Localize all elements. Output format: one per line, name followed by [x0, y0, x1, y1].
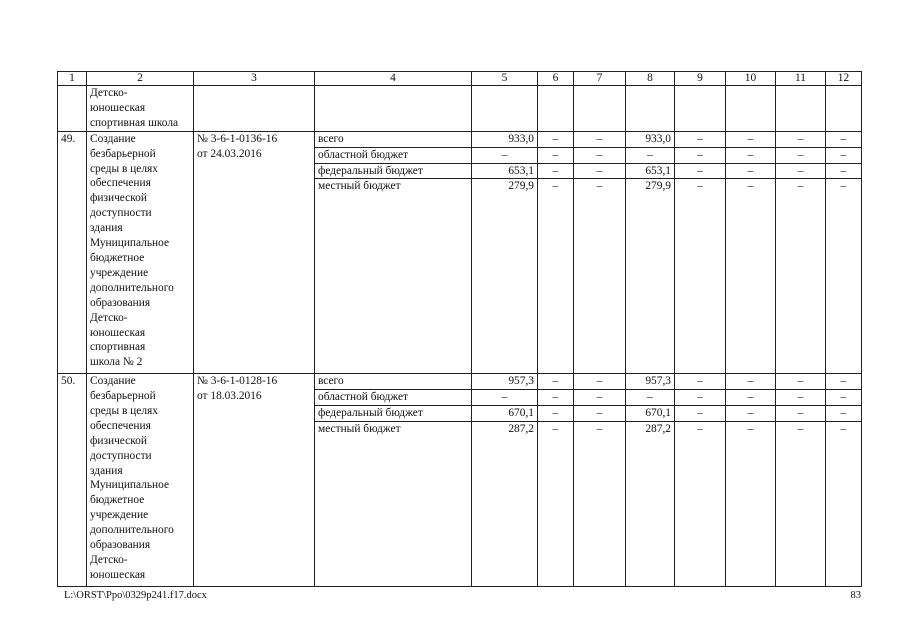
col-header-5: 5: [472, 72, 538, 86]
value-cell-col-8: 287,2: [626, 421, 675, 586]
name-line: безбарьерной: [90, 390, 156, 403]
value-cell-col-12: –: [826, 147, 862, 163]
name-line: учреждение: [90, 509, 149, 522]
value-cell-col-5: 653,1: [472, 163, 538, 179]
value-cell-col-5: 670,1: [472, 405, 538, 421]
value-cell-col-12: –: [826, 421, 862, 586]
value-cell-col-7: –: [574, 163, 626, 179]
value-cell-col-6: –: [538, 147, 574, 163]
value-cell-col-10: –: [726, 405, 776, 421]
object-name-cell: [87, 86, 194, 132]
col-header-2: 2: [87, 72, 194, 86]
document-line: № 3-6-1-0128-16: [197, 375, 278, 388]
name-line: образования: [90, 296, 151, 309]
row-number-cell: 49.: [58, 131, 87, 373]
value-cell-col-12: –: [826, 131, 862, 147]
value-cell-col-6: –: [538, 421, 574, 586]
value-cell-col-10: –: [726, 131, 776, 147]
value-cell-col-8: 653,1: [626, 163, 675, 179]
row-number-cell: 50.: [58, 374, 87, 587]
footer-file-path: L:\ORST\Ppo\0329p241.f17.docx: [64, 590, 207, 601]
value-cell-col-8: 933,0: [626, 131, 675, 147]
value-cell-col-7: –: [574, 421, 626, 586]
value-cell-col-5: –: [472, 390, 538, 406]
name-line: бюджетное: [90, 251, 145, 264]
document-cell: [194, 86, 315, 132]
value-cell-col-11: –: [776, 405, 826, 421]
value-cell-col-7: –: [574, 179, 626, 374]
value-cell-col-8: 957,3: [626, 374, 675, 390]
entry-row: [58, 131, 862, 147]
name-line: здания: [90, 222, 123, 235]
value-cell-col-6: –: [538, 179, 574, 374]
value-cell-col-11: –: [776, 147, 826, 163]
col-header-4: 4: [315, 72, 472, 86]
name-line: доступности: [90, 449, 152, 462]
funding-source-label: местный бюджет: [315, 179, 472, 374]
name-line: Детско-: [90, 87, 128, 99]
document-line: от 18.03.2016: [197, 390, 262, 403]
value-cell-col-5: 933,0: [472, 131, 538, 147]
value-cell-col-7: –: [574, 147, 626, 163]
value-cell-col-7: –: [574, 405, 626, 421]
col-header-9: 9: [675, 72, 726, 86]
funding-source-label: областной бюджет: [315, 147, 472, 163]
name-line: бюджетное: [90, 494, 145, 507]
object-name-cell: [87, 374, 194, 587]
name-line: среды в целях: [90, 162, 158, 175]
value-cell-col-6: –: [538, 374, 574, 390]
value-cell-col-12: –: [826, 179, 862, 374]
value-cell-col-12: –: [826, 163, 862, 179]
budget-table: [57, 71, 862, 587]
value-cell-col-9: –: [675, 179, 726, 374]
continuation-row: [58, 86, 862, 132]
value-cell-col-10: –: [726, 179, 776, 374]
name-line: Создание: [90, 132, 136, 145]
col-header-1: 1: [58, 72, 87, 86]
col-header-8: 8: [626, 72, 675, 86]
value-cell-col-11: –: [776, 421, 826, 586]
value-cell-col-10: –: [726, 421, 776, 586]
document-cell: [194, 374, 315, 587]
row-number-cell: [58, 86, 87, 132]
value-cell-col-8: 670,1: [626, 405, 675, 421]
value-cell-col-11: –: [776, 131, 826, 147]
source-cell: [315, 86, 472, 132]
value-cell-col-11: –: [776, 179, 826, 374]
funding-source-label: федеральный бюджет: [315, 163, 472, 179]
value-cell-col-11: –: [776, 374, 826, 390]
name-line: здания: [90, 464, 123, 477]
value-cell-col-10: –: [726, 163, 776, 179]
name-line: доступности: [90, 207, 152, 220]
value-cell-col-10: –: [726, 147, 776, 163]
name-line: спортивная: [90, 341, 146, 354]
col-header-3: 3: [194, 72, 315, 86]
document-line: № 3-6-1-0136-16: [197, 132, 278, 145]
value-cell-col-7: –: [574, 374, 626, 390]
value-cell-col-5: 957,3: [472, 374, 538, 390]
value-cell-col-11: –: [776, 163, 826, 179]
value-cell-col-9: –: [675, 374, 726, 390]
name-line: дополнительного: [90, 524, 174, 537]
name-line: физической: [90, 434, 147, 447]
value-cell-col-5: 287,2: [472, 421, 538, 586]
value-cell-col-12: –: [826, 390, 862, 406]
name-line: Детско-: [90, 554, 128, 566]
value-cell-col-7: –: [574, 390, 626, 406]
name-line: Детско-: [90, 311, 128, 324]
name-line: среды в целях: [90, 404, 158, 417]
name-line: образования: [90, 539, 151, 552]
value-cell-col-11: –: [776, 390, 826, 406]
name-line: безбарьерной: [90, 147, 156, 160]
value-cell-col-9: –: [675, 131, 726, 147]
name-line: дополнительного: [90, 281, 174, 294]
name-line: физической: [90, 192, 147, 205]
funding-source-label: федеральный бюджет: [315, 405, 472, 421]
col-header-12: 12: [826, 72, 862, 86]
value-cell-col-5: 279,9: [472, 179, 538, 374]
column-number-row: [58, 72, 862, 86]
value-cell-col-9: –: [675, 147, 726, 163]
col-header-10: 10: [726, 72, 776, 86]
document-cell: [194, 131, 315, 373]
value-cell-col-5: –: [472, 147, 538, 163]
value-cell-col-7: –: [574, 131, 626, 147]
funding-source-label: областной бюджет: [315, 390, 472, 406]
value-cell-col-6: –: [538, 131, 574, 147]
entry-row: [58, 374, 862, 390]
value-cell-col-10: –: [726, 390, 776, 406]
name-line: обеспечения: [90, 419, 151, 432]
value-cell-col-9: –: [675, 163, 726, 179]
funding-source-label: местный бюджет: [315, 421, 472, 586]
name-line: школа № 2: [90, 356, 143, 369]
name-line: Муниципальное: [90, 237, 170, 250]
name-line: учреждение: [90, 266, 149, 279]
name-line: обеспечения: [90, 177, 151, 190]
value-cell-col-6: –: [538, 405, 574, 421]
name-line: юношеская: [90, 101, 146, 114]
object-name-cell: [87, 131, 194, 373]
col-header-11: 11: [776, 72, 826, 86]
name-line: юношеская: [90, 326, 146, 339]
document-line: от 24.03.2016: [197, 147, 262, 160]
footer-page-number: 83: [850, 590, 861, 601]
value-cell-col-9: –: [675, 390, 726, 406]
value-cell-col-10: –: [726, 374, 776, 390]
value-cell-col-12: –: [826, 405, 862, 421]
value-cell-col-9: –: [675, 405, 726, 421]
name-line: спортивная школа: [90, 116, 179, 129]
value-cell-col-8: –: [626, 390, 675, 406]
value-cell-col-6: –: [538, 163, 574, 179]
name-line: Муниципальное: [90, 479, 170, 492]
funding-source-label: всего: [315, 131, 472, 147]
value-cell-col-8: –: [626, 147, 675, 163]
col-header-6: 6: [538, 72, 574, 86]
funding-source-label: всего: [315, 374, 472, 390]
value-cell-col-12: –: [826, 374, 862, 390]
value-cell-col-9: –: [675, 421, 726, 586]
name-line: юношеская: [90, 568, 146, 581]
name-line: Создание: [90, 375, 136, 388]
value-cell-col-8: 279,9: [626, 179, 675, 374]
col-header-7: 7: [574, 72, 626, 86]
value-cell-col-6: –: [538, 390, 574, 406]
